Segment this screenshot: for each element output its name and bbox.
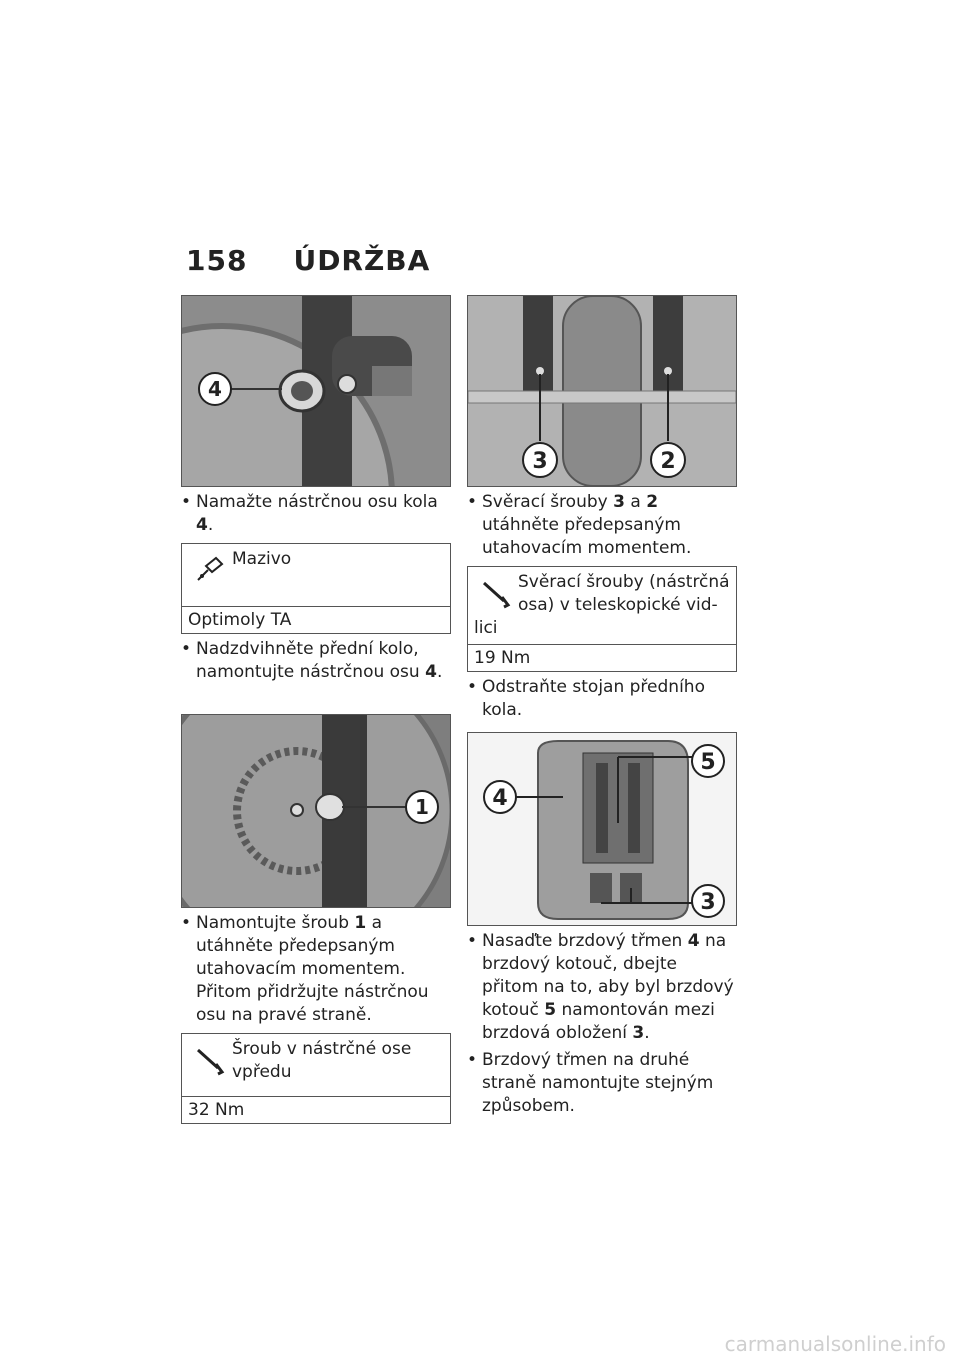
instruction-install-screw: • Namontujte šroub 1 a utáhněte předepsaným utahovacím momentem. Přitom přidržujte nástrčnou osu na pravé straně. xyxy=(181,912,451,1027)
reference-number: 5 xyxy=(544,1000,557,1020)
spec-torque-clamp-screws xyxy=(467,566,737,672)
right-column xyxy=(467,295,737,1118)
spec-label: Svěrací šrouby (nástrčná osa) v teleskopické vid- xyxy=(518,572,730,615)
callout-label: 4 xyxy=(208,377,222,401)
instruction-lift-wheel: • Nadzdvihněte přední kolo, namontujte nástrčnou osu 4. xyxy=(181,638,451,684)
instruction-tighten-clamp-screws: • Svěrací šrouby 3 a 2 utáhněte předepsaným utahovacím momentem. xyxy=(467,491,737,560)
reference-number: 4 xyxy=(425,662,437,682)
reference-number: 4 xyxy=(687,931,700,951)
instruction-other-side: • Brzdový třmen na druhé straně namontujte stejným způsobem. xyxy=(467,1049,737,1118)
photo-axle-screw xyxy=(181,714,451,908)
spec-label: Šroub v nástrčné ose vpředu xyxy=(232,1039,412,1082)
callout-label: 5 xyxy=(700,750,716,775)
callout-label: 1 xyxy=(415,795,429,819)
page-header xyxy=(186,244,430,277)
spec-value: 32 Nm xyxy=(182,1096,450,1123)
callout-label: 4 xyxy=(492,786,508,811)
photo-axle-lubrication xyxy=(181,295,451,487)
callout-label: 3 xyxy=(532,449,548,474)
torque-wrench-icon xyxy=(482,579,512,616)
callout-label: 2 xyxy=(660,449,676,474)
left-column xyxy=(181,295,451,1126)
spec-lubricant xyxy=(181,543,451,634)
callout-label: 3 xyxy=(700,890,716,915)
reference-number: 1 xyxy=(354,913,367,933)
spec-label: Mazivo xyxy=(232,549,292,569)
reference-number: 2 xyxy=(646,492,659,512)
instruction-remove-stand: • Odstraňte stojan předního kola. xyxy=(467,676,737,722)
instruction-fit-caliper: • Nasaďte brzdový třmen 4 na brzdový kotouč, dbejte přitom na to, aby byl brzdový kotouč 5 namontován mezi brzdová obložení 3. xyxy=(467,930,737,1045)
reference-number: 3 xyxy=(613,492,625,512)
photo-brake-caliper xyxy=(467,732,737,926)
watermark: carmanualsonline.info xyxy=(724,1332,946,1356)
instruction-lubricate-axle: • Namažte nástrčnou osu kola 4. xyxy=(181,491,451,537)
axle-photo-illustration xyxy=(182,296,450,486)
torque-wrench-icon xyxy=(196,1046,226,1083)
spec-value: 19 Nm xyxy=(468,644,736,671)
spec-value: Optimoly TA xyxy=(182,606,450,633)
fork-photo-illustration xyxy=(468,296,736,486)
screw-photo-illustration xyxy=(182,715,450,907)
page-number: 158 xyxy=(186,244,248,277)
reference-number: 3 xyxy=(632,1023,645,1043)
caliper-photo-illustration xyxy=(468,733,736,925)
spec-label-continued: lici xyxy=(474,618,498,638)
reference-number: 4 xyxy=(196,515,208,535)
photo-clamp-screws xyxy=(467,295,737,487)
section-title: ÚDRŽBA xyxy=(293,244,431,277)
spec-torque-axle-screw xyxy=(181,1033,451,1124)
grease-gun-icon xyxy=(196,556,224,589)
